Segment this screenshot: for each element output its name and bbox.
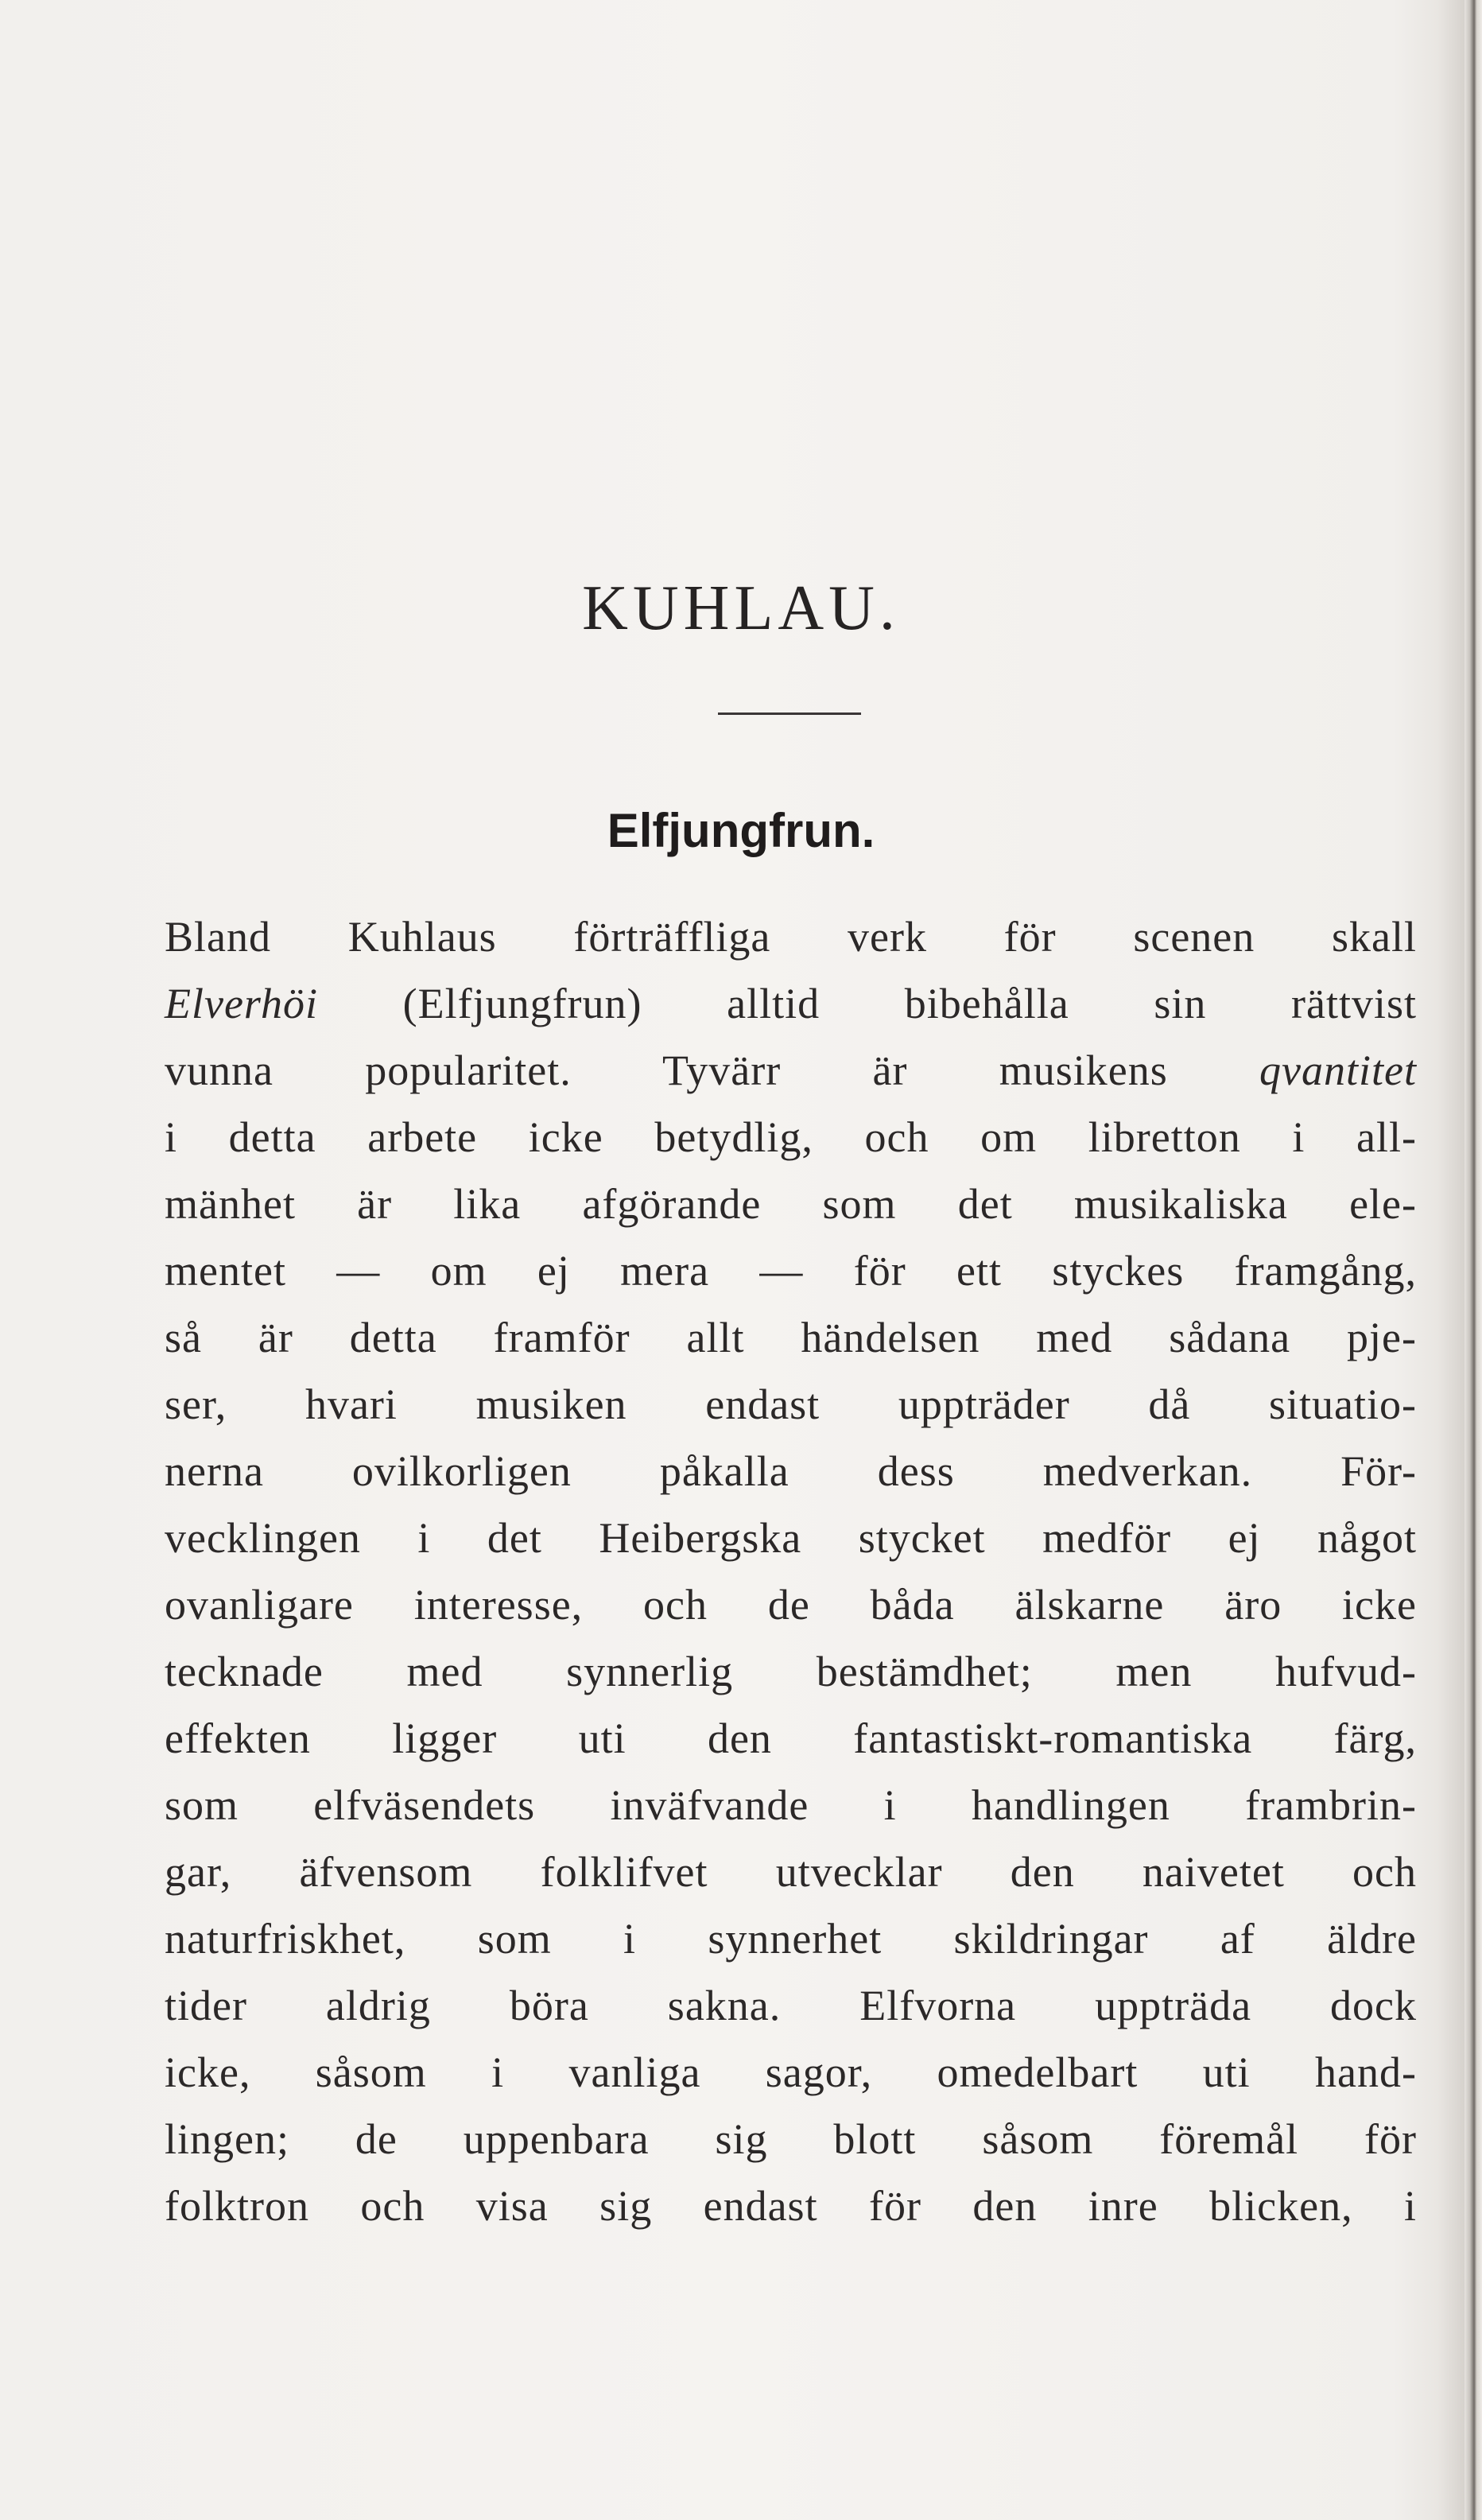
text-line <box>165 2106 1417 2172</box>
text-line <box>165 1839 1417 1905</box>
text-line <box>165 1505 1417 1571</box>
text-line <box>165 1571 1417 1638</box>
text-run: icke, såsom i vanliga sagor, omedelbart uti hand- <box>165 2048 1417 2096</box>
text-line <box>165 1705 1417 1772</box>
chapter-title: KUHLAU. <box>582 573 900 643</box>
text-line <box>165 1037 1417 1104</box>
text-line <box>165 2172 1417 2239</box>
text-line <box>165 1772 1417 1839</box>
section-title: Elfjungfrun. <box>607 804 875 857</box>
text-run: mentet — om ej mera — för ett styckes framgång, <box>165 1247 1417 1295</box>
page-edge <box>1465 0 1482 2520</box>
text-run: Bland Kuhlaus förträffliga verk för scenen skall <box>165 913 1417 961</box>
text-line <box>165 1371 1417 1438</box>
text-run: ser, hvari musiken endast uppträder då situatio- <box>165 1380 1417 1428</box>
text-run: lingen; de uppenbara sig blott såsom föremål för <box>165 2115 1417 2163</box>
text-line <box>165 1304 1417 1371</box>
text-run: i detta arbete icke betydlig, och om libretton i all- <box>165 1113 1417 1161</box>
text-line <box>165 1438 1417 1505</box>
text-run: som elfväsendets inväfvande i handlingen frambrin- <box>165 1781 1417 1829</box>
text-line <box>165 970 1417 1037</box>
text-run: nerna ovilkorligen påkalla dess medverkan. För- <box>165 1447 1417 1495</box>
paragraph <box>165 903 1417 2239</box>
text-run: effekten ligger uti den fantastiskt-romantiska färg, <box>165 1714 1417 1762</box>
text-line <box>165 1905 1417 1972</box>
italic-title: Elverhöi <box>165 980 318 1027</box>
text-run: vecklingen i det Heibergska stycket medför ej något <box>165 1514 1417 1562</box>
text-run: tider aldrig böra sakna. Elfvorna uppträda dock <box>165 1982 1417 2029</box>
text-line <box>165 1638 1417 1705</box>
text-run: tecknade med synnerlig bestämdhet; men hufvud- <box>165 1648 1417 1695</box>
text-run: folktron och visa sig endast för den inre blicken, i <box>165 2182 1417 2230</box>
text-run: vunna popularitet. Tyvärr är musikens <box>165 1046 1260 1094</box>
text-line <box>165 903 1417 970</box>
text-run: så är detta framför allt händelsen med sådana pje- <box>165 1314 1417 1361</box>
text-run: gar, äfvensom folklifvet utvecklar den naivetet och <box>165 1848 1417 1896</box>
text-line <box>165 1237 1417 1304</box>
text-run: (Elfjungfrun) alltid bibehålla sin rättvist <box>317 980 1417 1027</box>
text-line <box>165 1972 1417 2039</box>
title-divider <box>718 713 861 715</box>
text-run: mänhet är lika afgörande som det musikaliska ele- <box>165 1180 1417 1228</box>
text-line <box>165 1171 1417 1237</box>
text-run: naturfriskhet, som i synnerhet skildringar af äldre <box>165 1915 1417 1963</box>
italic-word: qvantitet <box>1259 1046 1417 1094</box>
text-line <box>165 2039 1417 2106</box>
text-line <box>165 1104 1417 1171</box>
text-run: ovanligare interesse, och de båda älskarne äro icke <box>165 1581 1417 1629</box>
